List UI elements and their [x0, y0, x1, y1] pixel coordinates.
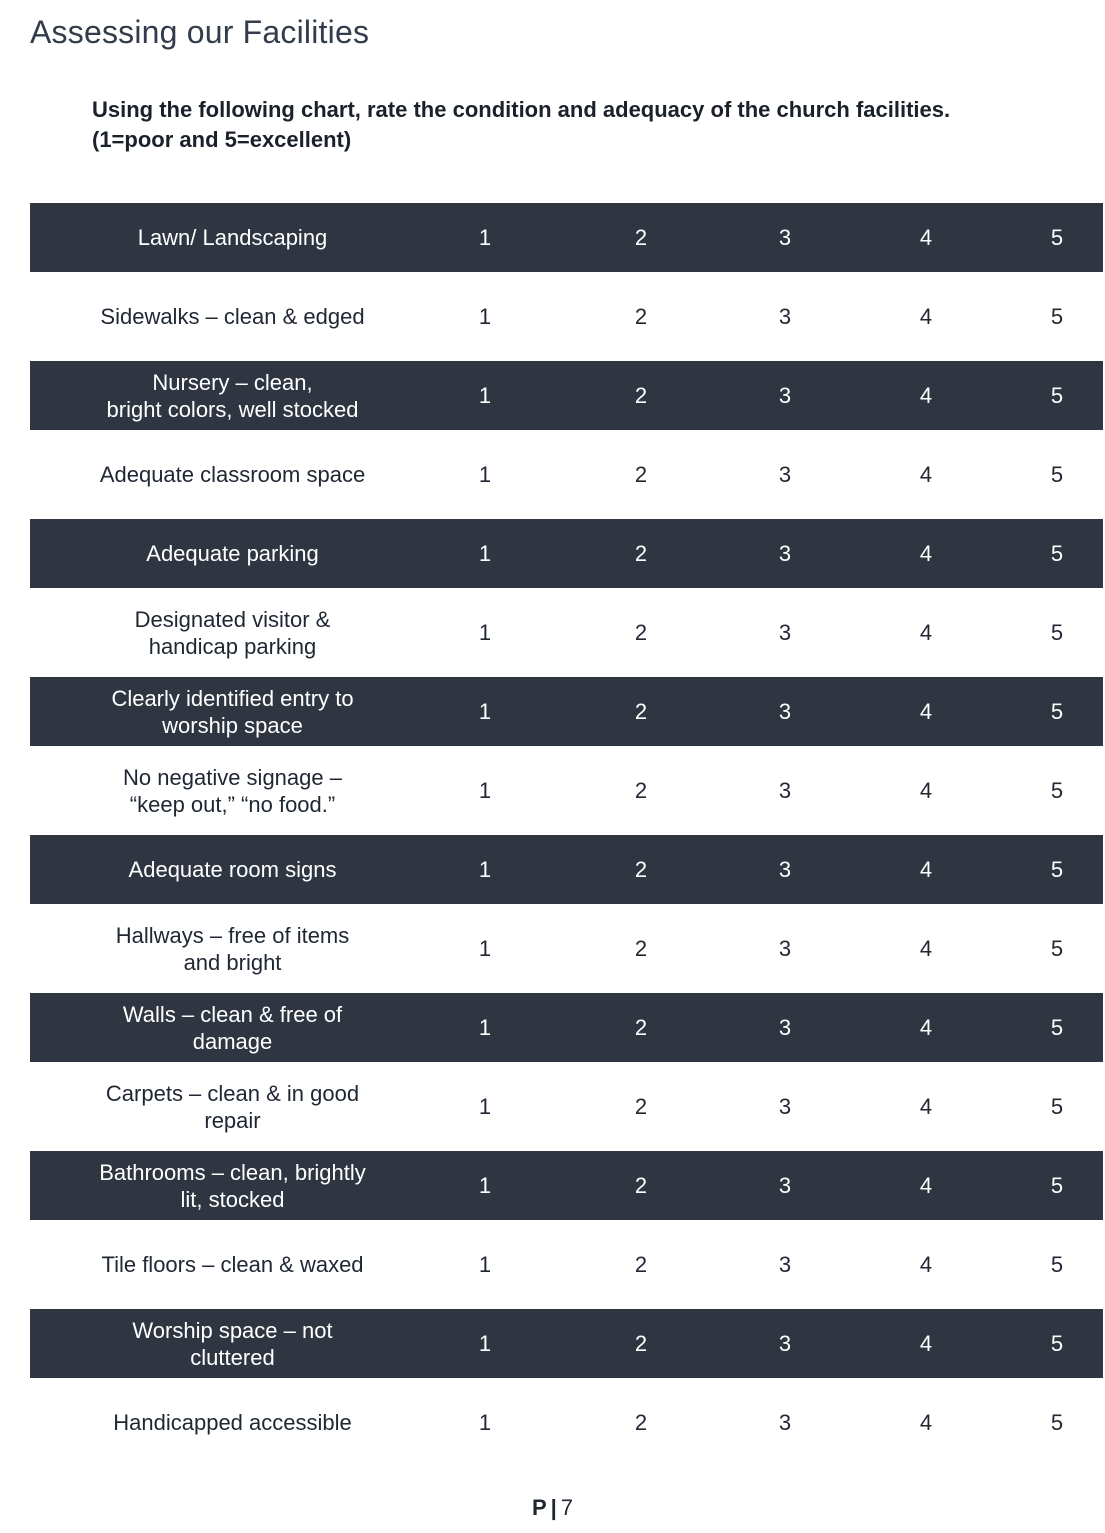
rating-option-1[interactable]: 1	[478, 1330, 492, 1356]
rating-option-2[interactable]: 2	[634, 224, 648, 250]
rating-option-2[interactable]: 2	[634, 856, 648, 882]
rating-row-label: Lawn/ Landscaping	[137, 225, 328, 250]
rating-option-2[interactable]: 2	[634, 303, 648, 329]
rating-option-4[interactable]: 4	[919, 1014, 933, 1040]
rating-option-3[interactable]: 3	[778, 540, 792, 566]
rating-row	[30, 440, 1103, 509]
rating-option-4[interactable]: 4	[919, 382, 933, 408]
rating-option-2[interactable]: 2	[634, 1093, 648, 1119]
rating-option-5[interactable]: 5	[1050, 1409, 1064, 1435]
rating-row	[30, 1230, 1103, 1299]
rating-option-4[interactable]: 4	[919, 224, 933, 250]
rating-table	[30, 203, 1103, 1467]
rating-option-1[interactable]: 1	[478, 619, 492, 645]
rating-option-2[interactable]: 2	[634, 540, 648, 566]
rating-option-5[interactable]: 5	[1050, 540, 1064, 566]
rating-option-3[interactable]: 3	[778, 303, 792, 329]
rating-option-3[interactable]: 3	[778, 224, 792, 250]
rating-row	[30, 203, 1103, 272]
rating-row-label: Adequate room signs	[128, 857, 337, 882]
rating-option-1[interactable]: 1	[478, 1093, 492, 1119]
rating-option-1[interactable]: 1	[478, 1409, 492, 1435]
rating-option-2[interactable]: 2	[634, 698, 648, 724]
rating-option-2[interactable]: 2	[634, 382, 648, 408]
rating-option-3[interactable]: 3	[778, 1014, 792, 1040]
rating-option-5[interactable]: 5	[1050, 698, 1064, 724]
rating-option-4[interactable]: 4	[919, 935, 933, 961]
rating-row	[30, 914, 1103, 983]
rating-option-1[interactable]: 1	[478, 382, 492, 408]
rating-row-label: Designated visitor & handicap parking	[134, 606, 331, 659]
rating-row	[30, 282, 1103, 351]
rating-row	[30, 1309, 1103, 1378]
instructions: Using the following chart, rate the condition and adequacy of the church facilities. (1=poor and 5=excellent)	[92, 97, 951, 152]
rating-row-label: Hallways – free of items and bright	[115, 922, 350, 975]
rating-row-label: Handicapped accessible	[113, 1410, 352, 1435]
rating-option-4[interactable]: 4	[919, 1330, 933, 1356]
rating-option-2[interactable]: 2	[634, 935, 648, 961]
rating-row	[30, 1388, 1103, 1457]
rating-row-label: Bathrooms – clean, brightly lit, stocked	[99, 1159, 366, 1212]
rating-option-5[interactable]: 5	[1050, 461, 1064, 487]
rating-option-3[interactable]: 3	[778, 1330, 792, 1356]
page-footer	[0, 1495, 1105, 1521]
rating-option-3[interactable]: 3	[778, 777, 792, 803]
rating-option-5[interactable]: 5	[1050, 382, 1064, 408]
rating-option-5[interactable]: 5	[1050, 224, 1064, 250]
rating-option-1[interactable]: 1	[478, 1251, 492, 1277]
rating-row-label: Clearly identified entry to worship space	[111, 685, 354, 738]
rating-option-5[interactable]: 5	[1050, 1172, 1064, 1198]
rating-row-label: Adequate parking	[146, 541, 319, 566]
rating-row-label: No negative signage – “keep out,” “no food.”	[123, 764, 342, 817]
rating-option-4[interactable]: 4	[919, 777, 933, 803]
rating-option-5[interactable]: 5	[1050, 303, 1064, 329]
rating-option-4[interactable]: 4	[919, 303, 933, 329]
rating-option-4[interactable]: 4	[919, 1409, 933, 1435]
page-number: 7	[560, 1495, 574, 1520]
rating-option-1[interactable]: 1	[478, 540, 492, 566]
rating-option-3[interactable]: 3	[778, 461, 792, 487]
rating-option-3[interactable]: 3	[778, 698, 792, 724]
rating-option-1[interactable]: 1	[478, 856, 492, 882]
rating-option-5[interactable]: 5	[1050, 1251, 1064, 1277]
rating-option-4[interactable]: 4	[919, 1172, 933, 1198]
rating-option-3[interactable]: 3	[778, 1093, 792, 1119]
rating-option-2[interactable]: 2	[634, 461, 648, 487]
footer-separator: |	[550, 1495, 557, 1520]
rating-option-5[interactable]: 5	[1050, 1014, 1064, 1040]
rating-row	[30, 1151, 1103, 1220]
rating-option-5[interactable]: 5	[1050, 856, 1064, 882]
rating-option-1[interactable]: 1	[478, 224, 492, 250]
rating-option-1[interactable]: 1	[478, 777, 492, 803]
rating-option-1[interactable]: 1	[478, 698, 492, 724]
rating-option-1[interactable]: 1	[478, 303, 492, 329]
rating-option-2[interactable]: 2	[634, 619, 648, 645]
rating-option-5[interactable]: 5	[1050, 1093, 1064, 1119]
rating-row	[30, 519, 1103, 588]
rating-row-label: Adequate classroom space	[99, 462, 366, 487]
rating-row-label: Tile floors – clean & waxed	[101, 1252, 364, 1277]
rating-option-1[interactable]: 1	[478, 461, 492, 487]
rating-row	[30, 756, 1103, 825]
rating-row	[30, 677, 1103, 746]
rating-option-3[interactable]: 3	[778, 619, 792, 645]
rating-option-4[interactable]: 4	[919, 1251, 933, 1277]
rating-option-2[interactable]: 2	[634, 1409, 648, 1435]
rating-option-1[interactable]: 1	[478, 1172, 492, 1198]
rating-row	[30, 835, 1103, 904]
rating-option-2[interactable]: 2	[634, 1172, 648, 1198]
rating-option-2[interactable]: 2	[634, 1330, 648, 1356]
rating-option-4[interactable]: 4	[919, 856, 933, 882]
rating-row	[30, 993, 1103, 1062]
rating-option-3[interactable]: 3	[778, 856, 792, 882]
rating-row	[30, 1072, 1103, 1141]
page-title: Assessing our Facilities	[30, 14, 370, 50]
rating-row-label: Walls – clean & free of damage	[122, 1001, 343, 1054]
rating-option-2[interactable]: 2	[634, 1014, 648, 1040]
rating-row-label: Carpets – clean & in good repair	[105, 1080, 360, 1133]
rating-row-label: Worship space – not cluttered	[132, 1317, 333, 1370]
rating-option-4[interactable]: 4	[919, 540, 933, 566]
rating-option-5[interactable]: 5	[1050, 777, 1064, 803]
rating-option-5[interactable]: 5	[1050, 935, 1064, 961]
rating-row-label: Sidewalks – clean & edged	[100, 304, 365, 329]
rating-row-label: Nursery – clean, bright colors, well stocked	[106, 369, 359, 422]
rating-option-3[interactable]: 3	[778, 1251, 792, 1277]
rating-option-1[interactable]: 1	[478, 935, 492, 961]
rating-option-4[interactable]: 4	[919, 1093, 933, 1119]
rating-option-2[interactable]: 2	[634, 1251, 648, 1277]
rating-option-3[interactable]: 3	[778, 1172, 792, 1198]
rating-row	[30, 361, 1103, 430]
rating-option-4[interactable]: 4	[919, 619, 933, 645]
rating-option-5[interactable]: 5	[1050, 1330, 1064, 1356]
rating-option-4[interactable]: 4	[919, 461, 933, 487]
rating-option-3[interactable]: 3	[778, 1409, 792, 1435]
rating-option-1[interactable]: 1	[478, 1014, 492, 1040]
rating-row	[30, 598, 1103, 667]
rating-option-2[interactable]: 2	[634, 777, 648, 803]
footer-prefix: P	[531, 1495, 547, 1520]
rating-option-3[interactable]: 3	[778, 382, 792, 408]
rating-option-5[interactable]: 5	[1050, 619, 1064, 645]
rating-option-3[interactable]: 3	[778, 935, 792, 961]
rating-option-4[interactable]: 4	[919, 698, 933, 724]
